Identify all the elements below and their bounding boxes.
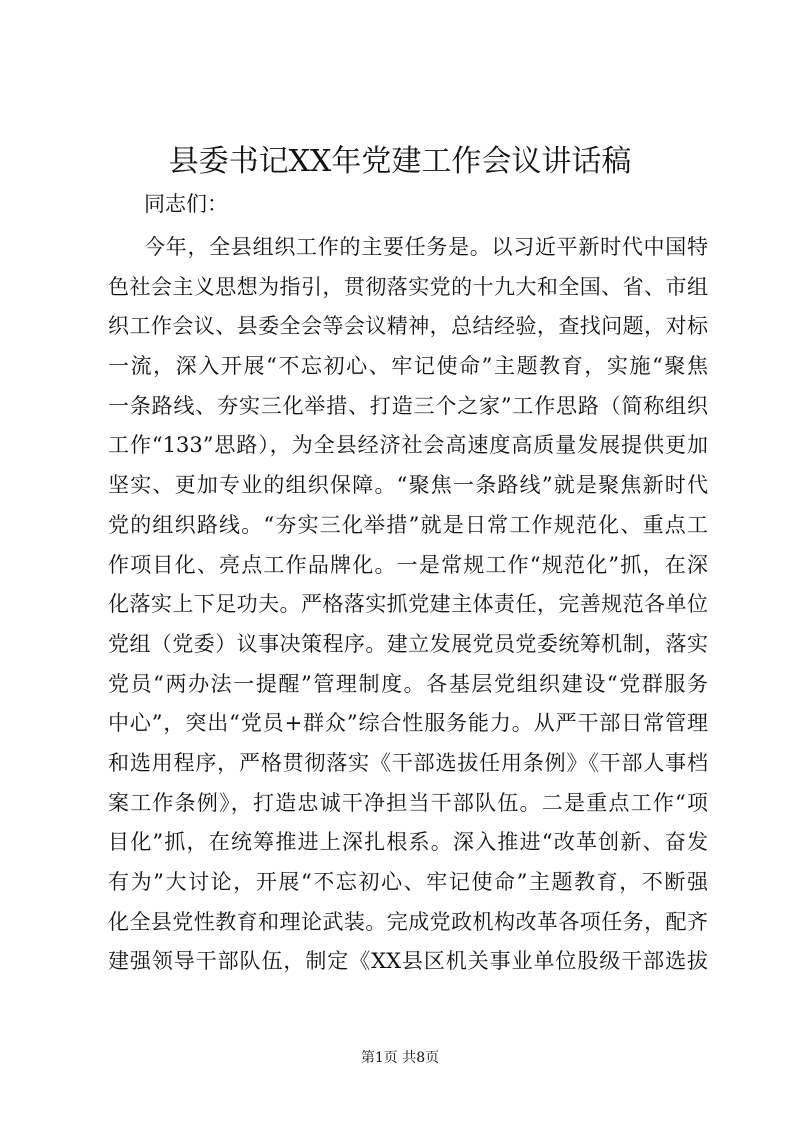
body-paragraph bbox=[108, 228, 708, 982]
text-line: 党组（党委）议事决策程序。建立发展党员党委统筹机制，落实 bbox=[108, 631, 708, 656]
text-line: 有为”大讨论，开展“不忘初心、牢记使命”主题教育，不断强 bbox=[108, 870, 708, 894]
text-line: 建强领导干部队伍，制定《XX县区机关事业单位股级干部选拔 bbox=[108, 949, 708, 974]
text-line: 党员“两办法一提醒”管理制度。各基层党组织建设“党群服务 bbox=[108, 671, 708, 696]
page-number-footer: 第1页 共8页 bbox=[360, 1050, 440, 1066]
text-line: 色社会主义思想为指引，贯彻落实党的十九大和全国、省、市组 bbox=[108, 274, 708, 299]
text-line: 工作“133”思路），为全县经济社会高速度高质量发展提供更加 bbox=[108, 433, 708, 458]
greeting: 同志们： bbox=[144, 192, 228, 216]
text-line: 化落实上下足功夫。严格落实抓党建主体责任，完善规范各单位 bbox=[108, 592, 708, 617]
text-line: 作项目化、亮点工作品牌化。一是常规工作“规范化”抓，在深 bbox=[108, 552, 708, 577]
text-line: 和选用程序，严格贯彻落实《干部选拔任用条例》《干部人事档 bbox=[108, 750, 708, 775]
text-line: 一流，深入开展“不忘初心、牢记使命”主题教育，实施“聚焦 bbox=[108, 354, 708, 379]
text-line: 案工作条例》，打造忠诚干净担当干部队伍。二是重点工作“项 bbox=[108, 790, 708, 815]
text-line: 织工作会议、县委全会等会议精神，总结经验，查找问题，对标 bbox=[108, 314, 708, 339]
text-line: 化全县党性教育和理论武装。完成党政机构改革各项任务，配齐 bbox=[108, 909, 708, 934]
text-line: 目化”抓，在统筹推进上深扎根系。深入推进“改革创新、奋发 bbox=[108, 830, 708, 855]
text-line: 一条路线、夯实三化举措、打造三个之家”工作思路（简称组织 bbox=[108, 393, 708, 418]
text-line: 党的组织路线。“夯实三化举措”就是日常工作规范化、重点工 bbox=[108, 512, 708, 537]
document-title: 县委书记XX年党建工作会议讲话稿 bbox=[168, 144, 632, 179]
text-line: 坚实、更加专业的组织保障。“聚焦一条路线”就是聚焦新时代 bbox=[108, 473, 708, 498]
text-line: 今年，全县组织工作的主要任务是。以习近平新时代中国特 bbox=[144, 235, 708, 259]
text-line: 中心”，突出“党员+群众”综合性服务能力。从严干部日常管理 bbox=[108, 711, 708, 736]
